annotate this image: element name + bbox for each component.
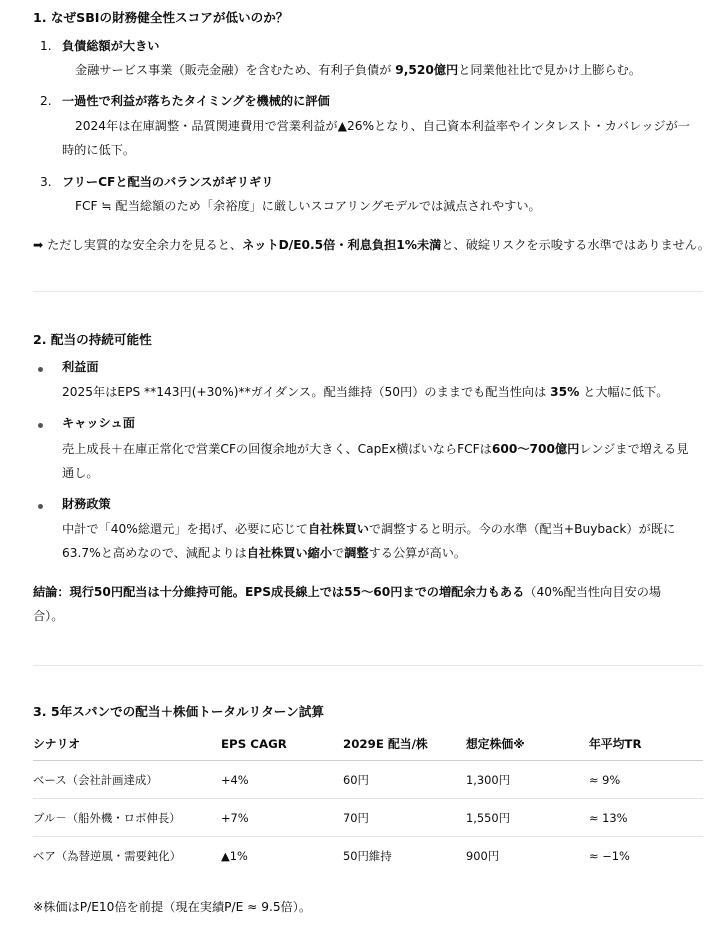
divider-2 <box>33 665 703 666</box>
s1-item3-text: FCF ≒ 配当総額のため「余裕度」に厳しいスコアリングモデルでは減点されやすい。 <box>75 199 541 213</box>
s2-item1-title: 利益面 <box>62 360 99 374</box>
s1-item1-title: 負債総額が大きい <box>62 39 160 53</box>
col-header-scenario: シナリオ <box>33 737 81 751</box>
table-cell: ≈ 9% <box>589 773 621 787</box>
bullet-dot <box>38 504 43 509</box>
table-header-divider <box>33 760 703 761</box>
col-header-dividend: 2029E 配当/株 <box>343 737 428 751</box>
s1-item3-number: 3. <box>40 175 52 189</box>
col-header-tr: 年平均TR <box>589 737 642 751</box>
table-cell: ▲1% <box>221 849 248 863</box>
table-cell: +4% <box>221 773 249 787</box>
s2-item2-text-line1: 売上成長＋在庫正常化で営業CFの回復余地が大きく、CapEx横ばいならFCFは600〜700億円レンジまで増える見 <box>62 442 689 456</box>
table-cell: ベース（会社計画達成） <box>33 773 158 787</box>
s1-item2-number: 2. <box>40 94 52 108</box>
s2-item2-text-line2: 通し。 <box>62 466 99 480</box>
table-row-divider <box>33 798 703 799</box>
s1-item2-text-line2: 時的に低下。 <box>62 143 136 157</box>
col-header-price: 想定株価※ <box>466 737 525 751</box>
s2-conclusion-line2: 合）。 <box>33 609 64 623</box>
table-cell: 1,550円 <box>466 811 510 825</box>
bullet-dot <box>38 423 43 428</box>
table-cell: ≈ −1% <box>589 849 630 863</box>
section3-heading: 3. 5年スパンでの配当＋株価トータルリターン試算 <box>33 704 324 719</box>
table-cell: 70円 <box>343 811 369 825</box>
footnote: ※株価はP/E10倍を前提（現在実績P/E ≈ 9.5倍）。 <box>33 900 312 914</box>
section2-heading: 2. 配当の持続可能性 <box>33 332 152 347</box>
table-cell: ≈ 13% <box>589 811 628 825</box>
table-row-divider <box>33 836 703 837</box>
divider-1 <box>33 291 703 292</box>
s2-item3-text-line1: 中計で「40%総還元」を掲げ、必要に応じて自社株買いで調整すると明示。今の水準（配当+Buyback）が既に <box>62 522 676 536</box>
s2-item1-text: 2025年はEPS **143円(+30%)**ガイダンス。配当維持（50円）のままでも配当性向は 35% と大幅に低下。 <box>62 385 669 399</box>
s1-item2-text-line1: 2024年は在庫調整・品質関連費用で営業利益が▲26%となり、自己資本利益率やインタレスト・カバレッジが一 <box>75 119 690 133</box>
table-cell: 50円維持 <box>343 849 392 863</box>
table-cell: 900円 <box>466 849 500 863</box>
table-cell: 1,300円 <box>466 773 510 787</box>
table-cell: ベア（為替逆風・需要鈍化） <box>33 849 182 863</box>
s2-item3-title: 財務政策 <box>62 497 111 511</box>
s1-item1-text: 金融サービス事業（販売金融）を含むため、有利子負債が 9,520億円と同業他社比で見かけ上膨らむ。 <box>75 63 642 77</box>
s1-item2-title: 一過性で利益が落ちたタイミングを機械的に評価 <box>62 94 330 108</box>
s1-item3-title: フリーCFと配当のバランスがギリギリ <box>62 175 274 189</box>
s1-item1-number: 1. <box>40 39 52 53</box>
table-cell: ブル－（船外機・ロボ伸長） <box>33 811 181 825</box>
table-cell: 60円 <box>343 773 369 787</box>
s2-item2-title: キャッシュ面 <box>62 416 135 430</box>
s2-conclusion-line1: 結論：現行50円配当は十分維持可能。EPS成長線上では55〜60円までの増配余力もある（40%配当性向目安の場 <box>33 585 662 599</box>
s2-item3-text-line2: 63.7%と高めなので、減配よりは自社株買い縮小で調整する公算が高い。 <box>62 546 467 560</box>
s1-conclusion: ➡ ただし実質的な安全余力を見ると、ネットD/E0.5倍・利息負担1%未満と、破綻リスクを示唆する水準ではありません。 <box>33 238 710 252</box>
table-cell: +7% <box>221 811 249 825</box>
col-header-eps-cagr: EPS CAGR <box>221 737 287 751</box>
bullet-dot <box>38 367 43 372</box>
section1-heading: 1. なぜSBIの財務健全性スコアが低いのか？ <box>33 10 289 25</box>
